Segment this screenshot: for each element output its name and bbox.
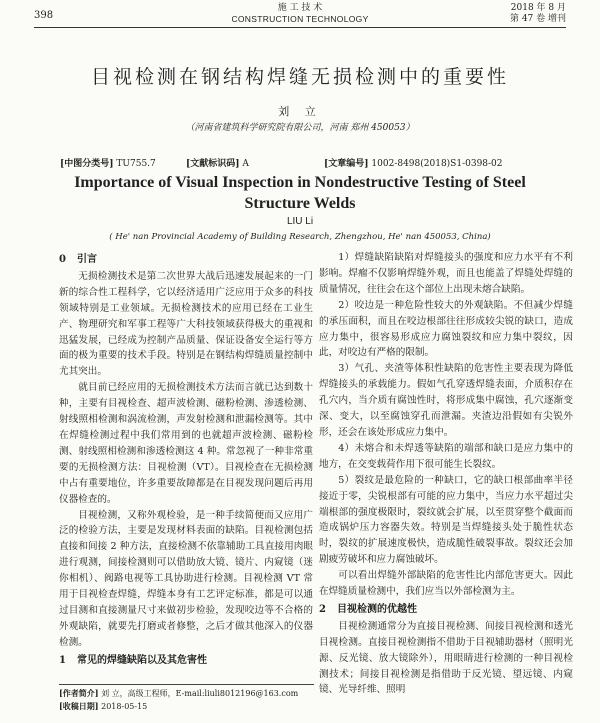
article-id-value: 1002-8498(2018)S1-0398-02 xyxy=(371,159,503,169)
footnote xyxy=(59,687,298,713)
title-zh: 目视检测在钢结构焊缝无损检测中的重要性 xyxy=(90,66,509,88)
author-zh: 刘 立 xyxy=(278,105,322,118)
paragraph: 5）裂纹是最危险的一种缺口，它的缺口根部曲率半径接近于零，尖锐根部有可能的应力集中，当应力水平超过尖端根部的强度极限时，裂纹就会扩展，以至贯穿整个截面而造成锅炉压力容器失效。特别是当焊缝接头处于脆性状态时，裂纹的扩展速度极快，造成脆性破裂事故。裂纹还会加剧疲劳破坏和应力腐蚀破坏。 xyxy=(319,474,573,566)
paragraph: 无损检测技术是第二次世界大战后迅速发展起来的一门新的综合性工程科学，它以经济适用广泛应用于众多的科技领域特别是工业领域。无损检测技术的应用已经在工业生产、物理研究和军事工程等广大科技领域获得极大的重视和迅猛发展，已经成为控制产品质量、保证设备安全运行等方面的极为重要的技术手段。特别是在钢结构焊缝质量控制中尤其突出。 xyxy=(59,270,313,378)
journal-name-en: CONSTRUCTION TECHNOLOGY xyxy=(231,14,369,24)
article-id-label: [文章编号] xyxy=(324,159,369,169)
section-number: 1 xyxy=(59,654,66,666)
section-title: 引言 xyxy=(77,254,97,265)
right-column xyxy=(319,250,573,698)
page-number: 398 xyxy=(34,10,54,21)
received-date-value: 2018-05-15 xyxy=(101,702,148,711)
paragraph: 目视检测，又称外观检验，是一种手续简便而又应用广泛的检验方法，主要是发现材料表面的缺陷。目视检测包括直接和间接 2 种方法，直接检测不依靠辅助工具直接用肉眼进行观测，间接检测则可以借助放大镜、镜片、内窥镜（迷你相机）、阀路电视等工具协助进行检测。目视检测 VT 常用于目视检查焊缝，焊缝本身有工艺评定标准，都是可以通过目测和直接测量尺寸来做初步检验，发现咬边等不合格的外观缺陷，就要先打磨或者修整，之后才做其他深入的仪器检测。 xyxy=(59,509,313,648)
section-number: 2 xyxy=(319,603,326,615)
header-rule xyxy=(34,27,566,28)
section-heading-2 xyxy=(319,602,573,618)
title-en: Importance of Visual Inspection in Nondestructive Testing of Steel Structure Welds xyxy=(74,174,526,212)
section-heading-0 xyxy=(59,252,313,268)
paragraph: 4）未熔合和未焊透等缺陷的端部和缺口是应力集中的地方，在交变载荷作用下很可能生长裂纹。 xyxy=(319,442,573,470)
paragraph: 就目前已经应用的无损检测技术方法而言就已达到数十种，主要有目视检查、超声波检测、磁粉检测、渗透检测、射线照相检测和涡流检测，声发射检测和泄漏检测等。其中在焊缝检测过程中我们常用到的也就超声波检测、磁粉检测、射线照相检测和渗透检测这 4 种。常忽视了一种非常重要的无损检测方法：目视检测（VT）。目视检查在无损检测中占有重要地位，许多重要故障都是在目视发现问题后再用仪器检查的。 xyxy=(59,382,313,505)
journal-name-zh: 施 工 技 术 xyxy=(277,3,323,13)
document-code-label: [文献标识码] xyxy=(186,159,240,169)
paragraph: 1）焊缝缺陷缺陷对焊缝接头的强度和应力水平有不利影响。焊瘤不仅影响焊缝外观，而且也能盖了焊缝处焊缝的质量情况，往往会在这个部位上出现未熔合缺陷。 xyxy=(319,252,573,295)
issue-date: 2018 年 8 月 xyxy=(510,3,566,13)
section-heading-1 xyxy=(59,653,313,669)
classification-value: TU755.7 xyxy=(116,159,156,169)
author-en: LIU Li xyxy=(286,216,314,227)
paragraph: 目视检测通常分为直接目视检测、间接目视检测和透光目视检测。直接目视检测指不借助于目视辅助器材（照明光源、反光镜、放大镜除外），用眼睛进行检测的一种目视检测技术；间接目视检测是指借助于反光镜、望远镜、内窥镜、光导纤维、照明 xyxy=(319,620,573,696)
section-title: 目视检测的优越性 xyxy=(337,603,417,615)
author-bio xyxy=(59,687,298,700)
paragraph: 3）气孔、夹渣等体积性缺陷的危害性主要表现为降低焊缝接头的承载能力。假如气孔穿透焊缝表面，介质积存在孔穴内，当介质有腐蚀性时，将形成集中腐蚀，孔穴逐渐变深、变大，以至腐蚀穿孔而泄漏。夹渣边沿假如有尖锐外形，还会在该处形成应力集中。 xyxy=(319,363,573,438)
classification-number xyxy=(60,156,156,169)
document-code xyxy=(186,156,249,169)
left-column xyxy=(59,250,313,670)
paragraph: 2）咬边是一种危险性较大的外观缺陷。不但减少焊缝的承压面积，而且在咬边根部往往形成较尖锐的缺口，造成应力集中，很容易形成应力腐蚀裂纹和应力集中裂纹，因此，对咬边有严格的限制。 xyxy=(319,299,573,359)
affiliation-en: ( He' nan Provincial Academy of Building Research, Zhengzhou, He' nan 450053, China) xyxy=(109,232,491,242)
affiliation-zh: （河南省建筑科学研究院有限公司，河南 郑州 450053） xyxy=(185,123,415,133)
document-code-value: A xyxy=(242,159,249,169)
article-id xyxy=(324,156,503,169)
issue-info xyxy=(510,3,566,25)
received-date-label: [收稿日期] xyxy=(59,701,99,711)
classification-label: [中图分类号] xyxy=(60,159,114,169)
author-bio-value: 刘 立，高级工程师，E-mail:liuli8012196@163.com xyxy=(101,689,299,698)
footnote-rule xyxy=(59,684,314,685)
section-title: 常见的焊缝缺陷以及其危害性 xyxy=(77,654,207,666)
author-bio-label: [作者简介] xyxy=(59,688,99,698)
paragraph: 可以看出焊缝外部缺陷的危害性比内部危害更大。因此在焊缝质量检测中，我们应当以外部检测为主。 xyxy=(319,570,573,598)
section-number: 0 xyxy=(59,254,66,265)
issue-volume: 第 47 卷 增刊 xyxy=(509,14,566,24)
received-date xyxy=(59,700,298,713)
